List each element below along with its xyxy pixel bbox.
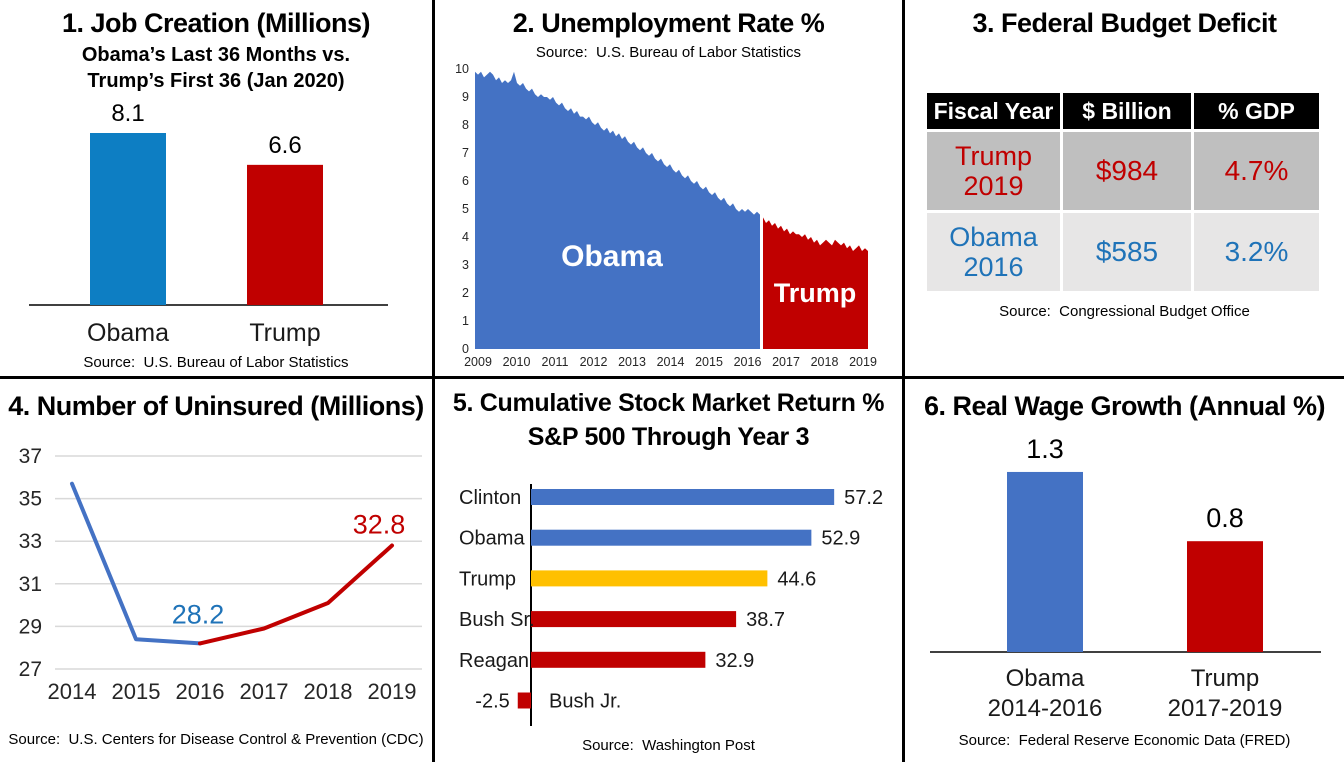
- uninsured-y-tick: 33: [18, 530, 42, 554]
- unemployment-source: Source: U.S. Bureau of Labor Statistics: [535, 44, 802, 61]
- unemp-y-tick: 0: [462, 342, 469, 356]
- job-creation-subtitle-line2: Trump’s First 36 (Jan 2020): [87, 70, 345, 92]
- wage-growth-title: 6. Real Wage Growth (Annual %): [923, 391, 1326, 421]
- stock-bar-clinton: [531, 489, 834, 505]
- wage-bar-obama: [1007, 472, 1083, 652]
- unemp-y-tick: 3: [462, 258, 469, 272]
- uninsured-x-tick: 2018: [303, 679, 353, 704]
- unemp-y-tick: 4: [462, 230, 469, 244]
- stock-value-label: 38.7: [746, 609, 786, 632]
- unemp-y-tick: 7: [462, 146, 469, 160]
- unemp-y-tick: 8: [462, 118, 469, 132]
- wage-bar-trump: [1187, 541, 1263, 652]
- uninsured-line-chart: [0, 427, 435, 719]
- unemp-obama-label: Obama: [561, 240, 663, 273]
- wage-value-label: 1.3: [1026, 433, 1064, 464]
- unemp-y-tick: 2: [462, 286, 469, 300]
- obama-year-line1: Obama: [949, 221, 1038, 252]
- stock-category-label: Trump: [459, 568, 517, 591]
- stock-bar-reagan: [531, 652, 705, 668]
- obama-year-line2: 2016: [963, 252, 1024, 282]
- unemp-y-tick: 10: [455, 62, 469, 76]
- table-cell-trump-year: [927, 132, 1060, 210]
- panel-stock-market: [435, 379, 905, 762]
- uninsured-x-tick: 2016: [175, 679, 225, 704]
- unemp-area-obama: [475, 72, 760, 349]
- stock-market-title-line1: 5. Cumulative Stock Market Return %: [452, 389, 885, 417]
- panel-job-creation: [0, 0, 435, 379]
- table-header-gdp: % GDP: [1194, 93, 1319, 129]
- stock-value-label: 32.9: [715, 649, 755, 672]
- jobs-bar-obama: [90, 133, 166, 305]
- uninsured-x-tick: 2017: [239, 679, 289, 704]
- stock-category-label: Bush Sr.: [459, 609, 535, 632]
- unemp-x-tick: 2019: [849, 355, 877, 369]
- trump-year-line2: 2019: [963, 171, 1024, 201]
- stock-value-label: 52.9: [821, 527, 861, 550]
- trump-year-line1: Trump: [954, 140, 1032, 171]
- stock-value-label: 57.2: [844, 487, 884, 509]
- jobs-value-label: 8.1: [111, 100, 145, 127]
- job-creation-subtitle-line1: Obama’s Last 36 Months vs.: [81, 44, 351, 66]
- table-header-billion: $ Billion: [1063, 93, 1191, 129]
- unemp-y-tick: 6: [462, 174, 469, 188]
- uninsured-y-tick: 31: [18, 572, 42, 596]
- uninsured-y-tick: 35: [18, 487, 42, 511]
- stock-value-label: -2.5: [475, 690, 510, 713]
- unemp-x-tick: 2013: [618, 355, 646, 369]
- jobs-category-label: Trump: [249, 319, 321, 347]
- uninsured-y-tick: 27: [18, 658, 42, 681]
- table-cell-obama-gdp: 3.2%: [1194, 213, 1319, 291]
- stock-market-source: Source: Washington Post: [582, 737, 755, 754]
- unemp-x-tick: 2012: [579, 355, 608, 369]
- stock-category-label: Obama: [459, 527, 525, 550]
- stock-market-title-line2: S&P 500 Through Year 3: [527, 423, 810, 451]
- stock-bar-obama: [531, 530, 811, 546]
- table-header-fiscal-year: Fiscal Year: [927, 93, 1060, 129]
- unemp-x-tick: 2009: [464, 355, 492, 369]
- panel-wage-growth: [905, 379, 1344, 762]
- panel-uninsured: [0, 379, 435, 762]
- panel-unemployment: [435, 0, 905, 379]
- stock-market-bar-chart: [435, 464, 902, 734]
- stock-bar-bushsr: [531, 611, 736, 627]
- budget-deficit-title: 3. Federal Budget Deficit: [972, 8, 1277, 38]
- wage-value-label: 0.8: [1206, 503, 1244, 534]
- wage-growth-bar-chart: [905, 429, 1344, 729]
- table-cell-obama-year: [927, 213, 1060, 291]
- stock-category-label: Clinton: [459, 487, 522, 509]
- uninsured-source: Source: U.S. Centers for Disease Control & Prevention (CDC): [8, 731, 424, 748]
- unemployment-title: 2. Unemployment Rate %: [512, 8, 825, 38]
- uninsured-x-tick: 2015: [111, 679, 161, 704]
- unemp-x-tick: 2016: [733, 355, 762, 369]
- job-creation-title: 1. Job Creation (Millions): [61, 8, 371, 38]
- unemp-x-tick: 2011: [541, 355, 569, 369]
- unemployment-area-chart: [435, 56, 902, 378]
- unemp-trump-label: Trump: [773, 278, 857, 308]
- unemp-x-tick: 2018: [810, 355, 839, 369]
- stock-category-label: Bush Jr.: [549, 690, 622, 713]
- unemp-y-tick: 5: [462, 202, 469, 216]
- unemp-x-tick: 2010: [502, 355, 531, 369]
- stock-value-label: 44.6: [777, 568, 817, 591]
- wage-category-sublabel: 2017-2019: [1167, 695, 1283, 722]
- jobs-category-label: Obama: [87, 319, 169, 347]
- wage-growth-source: Source: Federal Reserve Economic Data (FRED): [958, 732, 1291, 749]
- jobs-value-label: 6.6: [268, 131, 302, 159]
- unemp-x-tick: 2014: [656, 355, 685, 369]
- job-creation-bar-chart: [0, 100, 435, 352]
- stock-bar-trump: [531, 570, 767, 586]
- job-creation-source: Source: U.S. Bureau of Labor Statistics: [83, 354, 349, 371]
- panel-budget-deficit: [905, 0, 1344, 379]
- uninsured-point-label: 28.2: [171, 599, 225, 630]
- budget-deficit-source: Source: Congressional Budget Office: [999, 303, 1250, 320]
- unemp-y-tick: 9: [462, 90, 469, 104]
- uninsured-line-trump: [200, 546, 392, 644]
- table-cell-obama-billion: $585: [1063, 213, 1191, 291]
- table-cell-trump-billion: $984: [1063, 132, 1191, 210]
- uninsured-point-label: 32.8: [352, 509, 406, 540]
- uninsured-x-tick: 2014: [47, 679, 97, 704]
- unemp-x-tick: 2017: [772, 355, 800, 369]
- wage-category-label: Obama: [1005, 665, 1085, 692]
- wage-category-sublabel: 2014-2016: [987, 695, 1103, 722]
- wage-category-label: Trump: [1190, 665, 1260, 692]
- stock-category-label: Reagan: [459, 649, 530, 672]
- budget-deficit-table: [927, 93, 1319, 291]
- stock-bar-bushjr: [518, 693, 531, 709]
- uninsured-x-tick: 2019: [367, 679, 417, 704]
- uninsured-y-tick: 37: [18, 445, 42, 468]
- jobs-bar-trump: [247, 165, 323, 305]
- unemp-y-tick: 1: [462, 314, 469, 328]
- unemp-x-tick: 2015: [695, 355, 723, 369]
- uninsured-title: 4. Number of Uninsured (Millions): [8, 391, 424, 421]
- table-cell-trump-gdp: 4.7%: [1194, 132, 1319, 210]
- uninsured-y-tick: 29: [18, 615, 42, 639]
